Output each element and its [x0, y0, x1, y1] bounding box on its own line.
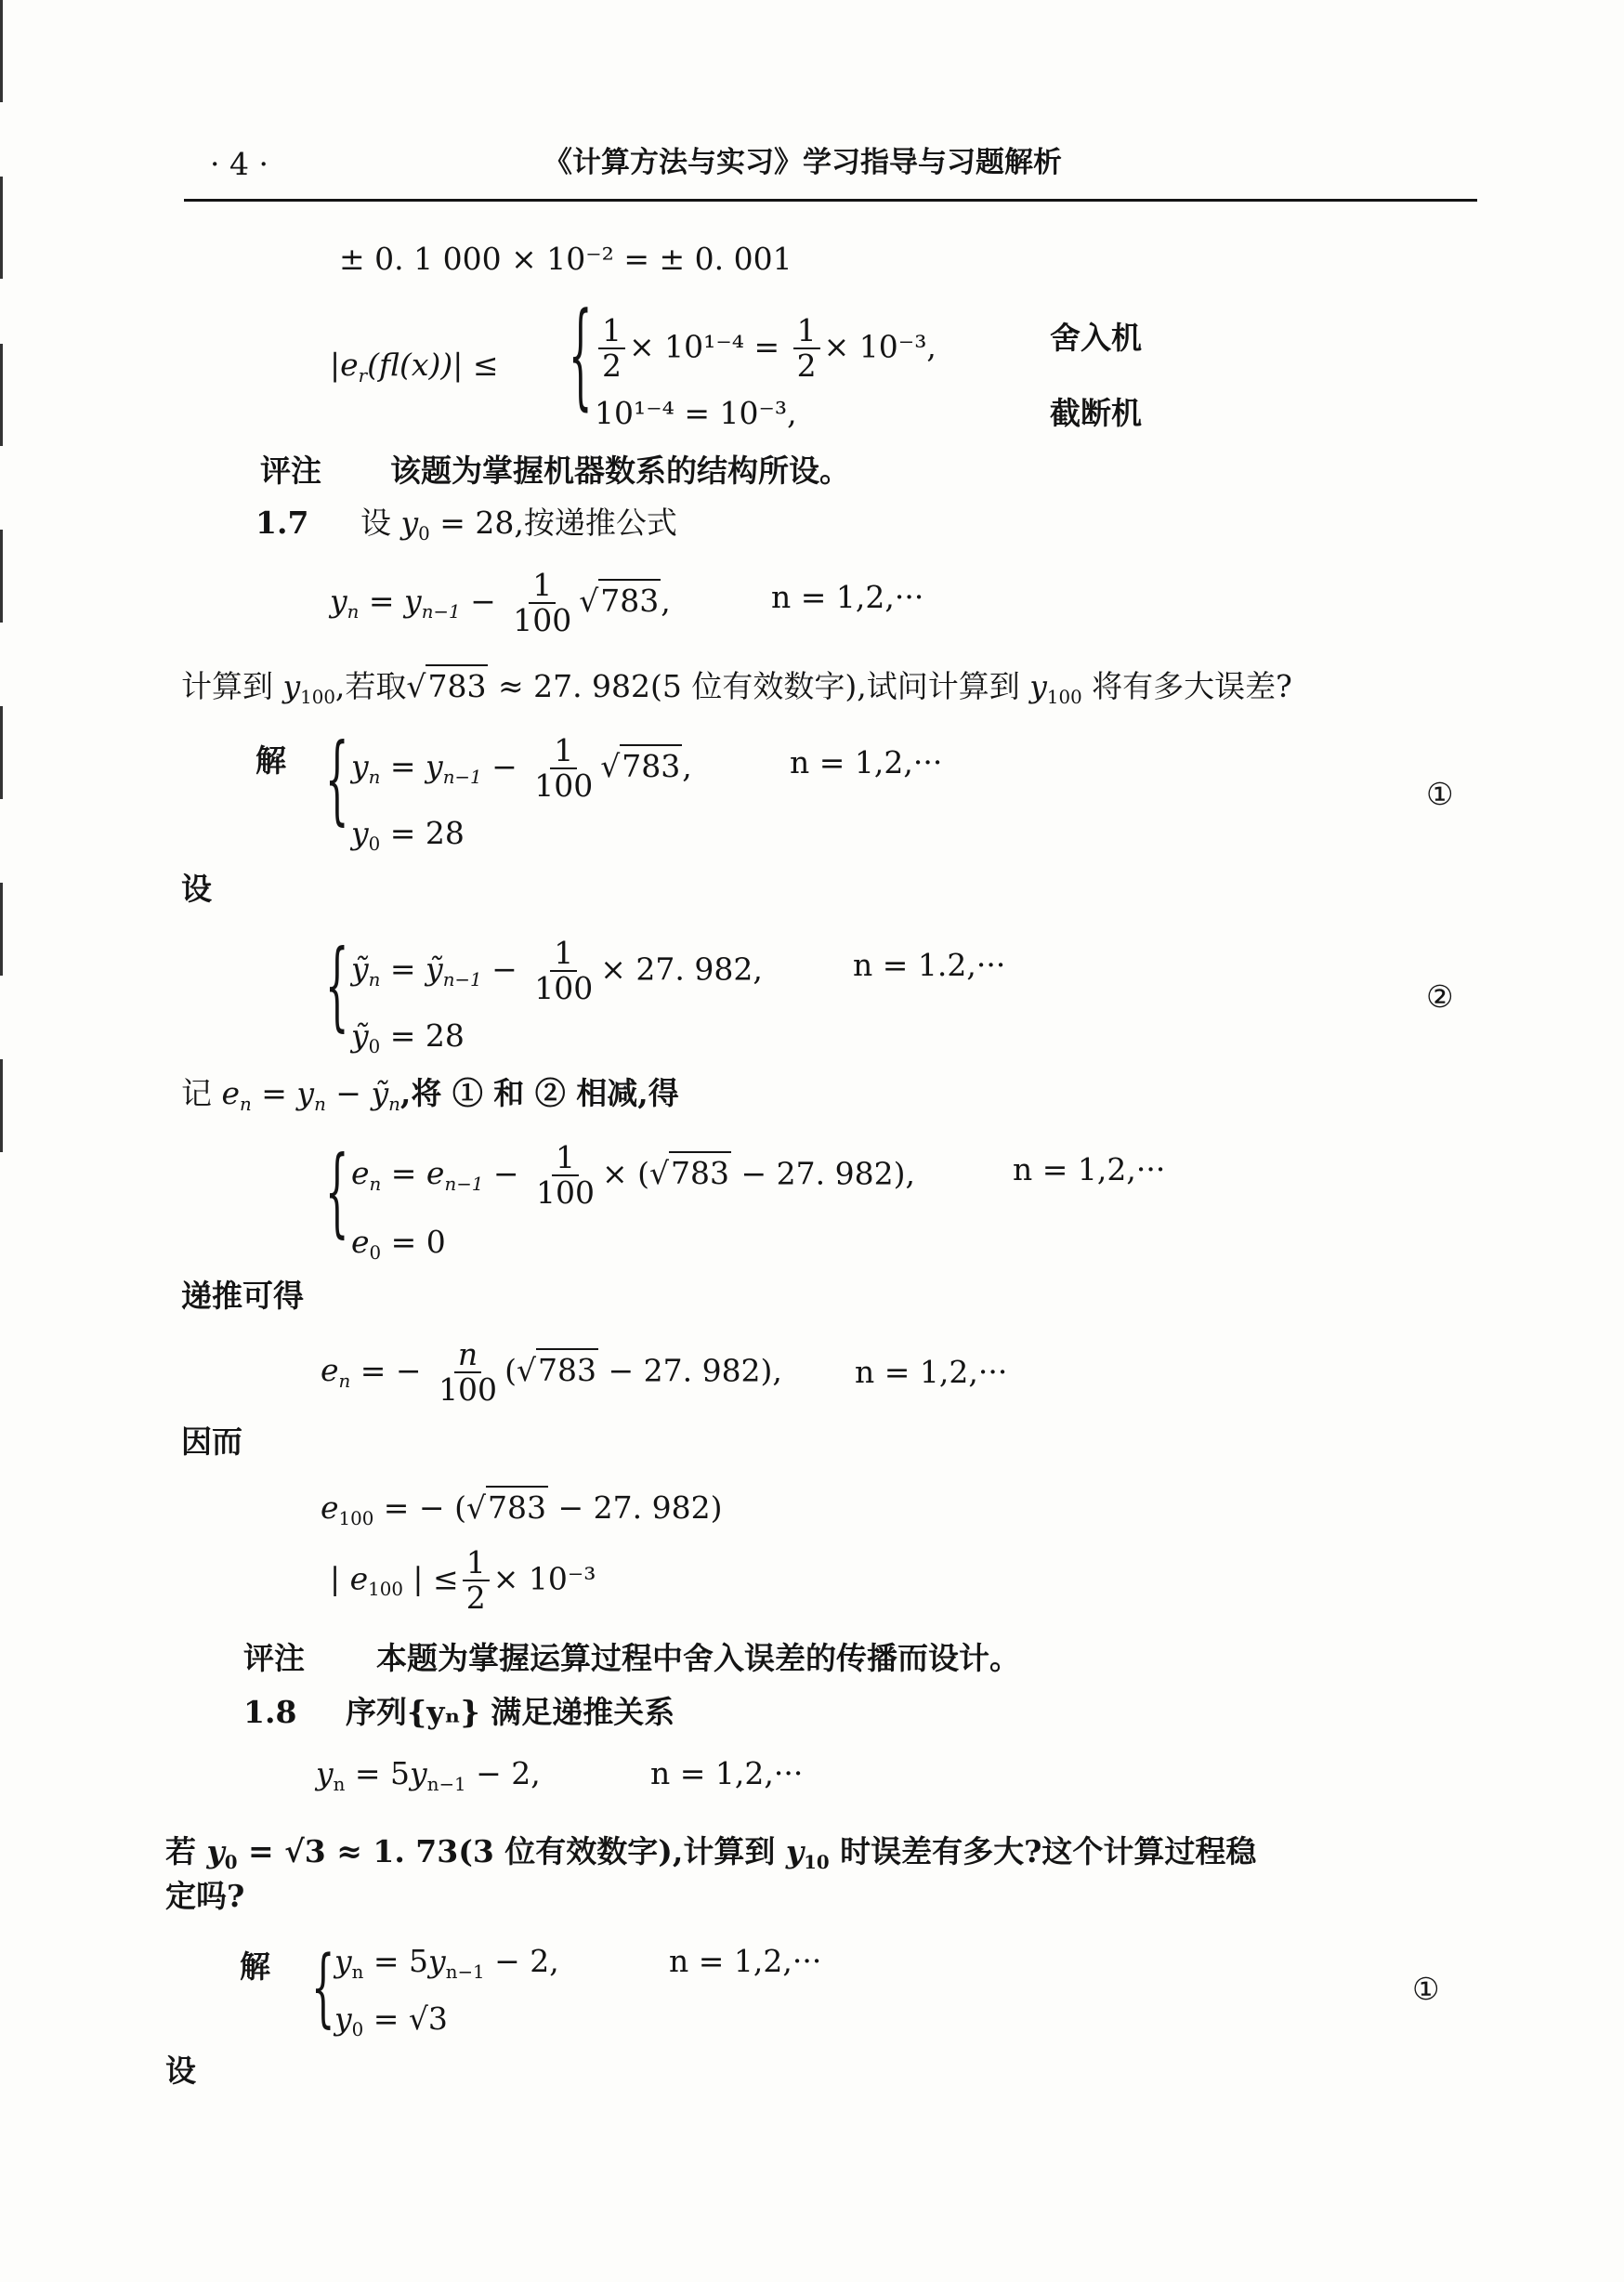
range-line: ± 0. 1 000 × 10⁻² = ± 0. 001 — [339, 241, 792, 277]
problem-number: 1.8 — [243, 1694, 297, 1730]
equation-1a: $y_n = 5y_{n-1} - 2$, — [334, 1943, 559, 1983]
cases-brace: { — [569, 290, 593, 424]
equation-2a-range: n = 1.2,··· — [853, 947, 1006, 983]
recurrence-b: − 2, — [465, 1755, 541, 1791]
book-title: 《计算方法与实习》学习指导与习题解析 — [544, 146, 1062, 179]
equation-1a-range: n = 1,2,··· — [790, 744, 943, 780]
problem-intro: 设 $y_0 = 28$,按递推公式 — [360, 505, 677, 544]
en-mid2: − 27. 982), — [597, 1352, 782, 1389]
scan-edge-line — [0, 1059, 3, 1152]
e100-a: = − ( — [373, 1489, 466, 1526]
equation-1b: $y_0 = 28$ — [351, 815, 465, 855]
eq2-mid: × 27. 982, — [600, 951, 763, 988]
solution-label: 解 — [240, 1948, 270, 1985]
en-formula: $e_n$ = − $\frac{n}{100}$ (√783 − 27. 982), — [321, 1336, 782, 1409]
question-c: 时误差有多大?这个计算过程稳 — [829, 1833, 1257, 1869]
cases-brace: { — [325, 1137, 349, 1249]
record-a: 记 — [181, 1075, 222, 1111]
equation-3b: $e_0 = 0$ — [351, 1224, 446, 1264]
bound-a: | — [330, 1560, 341, 1597]
cases-brace: { — [325, 931, 349, 1043]
question-b: ,若取 — [334, 668, 407, 704]
problem-intro: 序列{yₙ} 满足递推关系 — [346, 1694, 675, 1730]
question-b: = √3 ≈ 1. 73(3 位有效数字),计算到 — [237, 1833, 786, 1869]
en-range: n = 1,2,··· — [855, 1354, 1008, 1390]
equation-marker-1: ① — [1426, 776, 1454, 812]
eq1-mid2: − 2, — [484, 1943, 559, 1979]
equation-3a: $e_n = e_{n-1}$ − $\frac{1}{100}$ × (√783 − 27. 982), — [351, 1139, 915, 1212]
truncation-case: 10¹⁻⁴ = 10⁻³, — [595, 395, 797, 431]
problem-number: 1.7 — [255, 505, 309, 541]
recurrence-formula: $y_n = 5y_{n-1} - 2$, — [316, 1755, 541, 1795]
comment-label: 评注 — [260, 452, 321, 489]
question-d: 将有多大误差? — [1081, 668, 1292, 704]
recurrence-formula: $y_n = y_{n-1}$ − $\frac{1}{100}$ √783, — [330, 567, 671, 639]
equation-1a-range: n = 1,2,··· — [669, 1943, 822, 1979]
scan-edge-line — [0, 530, 3, 623]
eq1-y0: = √3 — [363, 2000, 448, 2037]
set-label: 设 — [181, 871, 212, 907]
eq3-mid: × ( — [602, 1155, 650, 1192]
cases-brace: { — [325, 725, 349, 836]
en-mid: ( — [504, 1352, 517, 1389]
eq1-y0: = 28 — [380, 815, 465, 851]
e100-formula: $e_{100}$ = − (√783 − 27. 982) — [321, 1492, 722, 1528]
abs-error-label: |e — [330, 347, 359, 383]
intro-a: 设 — [360, 505, 401, 541]
cases-brace: { — [311, 1939, 335, 2038]
question-a: 若 — [165, 1833, 207, 1869]
equation-2b: ỹ$_0$ = 28 — [351, 1017, 465, 1057]
e100-b: − 27. 982) — [547, 1489, 723, 1526]
rounding-label: 舍入机 — [1050, 320, 1142, 356]
question-a: 计算到 — [181, 668, 283, 704]
recurrence-a: = 5 — [354, 1755, 411, 1791]
comment-label: 评注 — [243, 1640, 305, 1676]
case1-tail: × 10¹⁻⁴ = — [629, 328, 790, 365]
scan-edge-line — [0, 0, 3, 102]
question-text: 若 $y_0 = √3 \approx 1$. 73(3 位有效数字),计算到 $y_{10}$ 时误差有多大?这个计算过程稳 — [165, 1833, 1257, 1873]
eq1-mid: = 5 — [363, 1943, 429, 1979]
eq2-y0: = 28 — [380, 1017, 465, 1054]
bound-b: | ≤ — [413, 1560, 459, 1597]
header-rule — [184, 199, 1477, 202]
scan-edge-line — [0, 177, 3, 279]
derive-label: 递推可得 — [181, 1278, 304, 1314]
record-line: 记 $e_n = y_n$ − ỹ$_n$,将 ① 和 ② 相减,得 — [181, 1075, 679, 1115]
equation-1b: $y_0 = √3$ — [334, 2000, 448, 2040]
scan-edge-line — [0, 706, 3, 799]
error-bound-lhs: $|e_r(fl(x))|$ ≤ — [330, 347, 499, 387]
scan-edge-line — [0, 344, 3, 446]
rounding-case: $\frac{1}{2}$ × 10¹⁻⁴ = $\frac{1}{2}$ × 10⁻³, — [595, 314, 936, 384]
eq3-e0: = 0 — [381, 1224, 446, 1260]
e100-bound: | $e_{100}$ | ≤ $\frac{1}{2}$ × 10⁻³ — [330, 1544, 596, 1617]
equation-marker-1: ① — [1412, 1971, 1440, 2007]
solution-label: 解 — [255, 742, 286, 779]
question-c: ≈ 27. 982(5 位有效数字),试问计算到 — [488, 668, 1030, 704]
question-text-line2: 定吗? — [165, 1878, 245, 1914]
intro-b: = 28,按递推公式 — [429, 505, 677, 541]
eq3-mid2: − 27. 982), — [731, 1155, 915, 1192]
record-b: ,将 ① 和 ② 相减,得 — [399, 1075, 679, 1111]
comment-text: 本题为掌握运算过程中舍入误差的传播而设计。 — [376, 1640, 1020, 1676]
scan-edge-line — [0, 883, 3, 976]
equation-1a: $y_n = y_{n-1}$ − $\frac{1}{100}$ √783, — [351, 732, 692, 805]
recurrence-range: n = 1,2,··· — [650, 1755, 804, 1791]
case1-tail2: × 10⁻³, — [823, 328, 936, 365]
thus-label: 因而 — [181, 1423, 242, 1460]
bound-c: × 10⁻³ — [492, 1560, 596, 1597]
equation-3a-range: n = 1,2,··· — [1013, 1151, 1166, 1187]
question-text: 计算到 $y_{100}$,若取√783 ≈ 27. 982(5 位有效数字),试问计算到 $y_{100}$ 将有多大误差? — [181, 671, 1292, 707]
truncation-label: 截断机 — [1050, 395, 1142, 431]
equation-2a: ỹ$_n$ = ỹ$_{n-1}$ − $\frac{1}{100}$ × 27. 982, — [351, 935, 763, 1007]
page-number: · 4 · — [210, 146, 268, 182]
recurrence-range: n = 1,2,··· — [771, 579, 924, 615]
set-label: 设 — [165, 2052, 196, 2089]
equation-marker-2: ② — [1426, 978, 1454, 1015]
comment-text: 该题为掌握机器数系的结构所设。 — [390, 452, 850, 489]
abs-error-label-2: (fl(x))| ≤ — [367, 347, 499, 383]
